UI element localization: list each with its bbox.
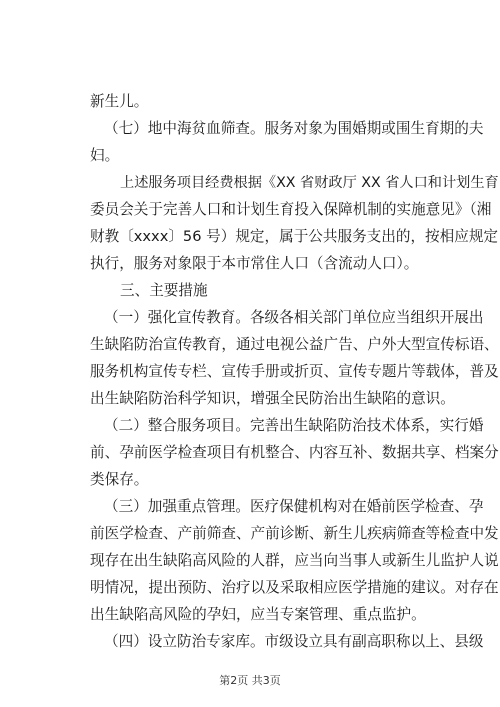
text-line-13: （二）整合服务项目。完善出生缺陷防治技术体系，实行婚: [104, 417, 484, 434]
text-line-15: 类保存。: [90, 471, 149, 488]
text-line-3: 妇。: [90, 147, 120, 164]
text-line-16: （三）加强重点管理。医疗保健机构对在婚前医学检查、孕: [104, 498, 484, 515]
text-line-9: （一）强化宣传教育。各级各相关部门单位应当组织开展出: [104, 309, 484, 326]
text-line-6: 财教〔xxxx〕56 号）规定，属于公共服务支出的，按相应规定: [90, 228, 499, 245]
text-line-11: 服务机构宣传专栏、宣传手册或折页、宣传专题片等载体，普及: [90, 363, 499, 380]
text-line-17: 前医学检查、产前筛查、产前诊断、新生儿疾病筛查等检查中发: [90, 525, 499, 542]
page-footer: 第2页 共3页: [219, 674, 281, 687]
text-line-20: 出生缺陷高风险的孕妇，应当专案管理、重点监护。: [90, 606, 426, 623]
text-line-1: 新生儿。: [90, 93, 149, 110]
text-line-5: 委员会关于完善人口和计划生育投入保障机制的实施意见》（湘: [90, 201, 492, 218]
text-line-19: 明情况，提出预防、治疗以及采取相应医学措施的建议。对存在: [90, 579, 499, 596]
text-line-21: （四）设立防治专家库。市级设立具有副高职称以上、县级: [104, 633, 484, 650]
text-line-14: 前、孕前医学检查项目有机整合、内容互补、数据共享、档案分: [90, 444, 499, 461]
text-line-7: 执行，服务对象限于本市常住人口（含流动人口）。: [90, 255, 419, 272]
text-line-18: 现存在出生缺陷高风险的人群，应当向当事人或新生儿监护人说: [90, 552, 499, 569]
section-heading: 三、主要措施: [120, 282, 208, 299]
text-line-2: （七）地中海贫血筛查。服务对象为围婚期或围生育期的夫: [104, 120, 484, 137]
text-line-12: 出生缺陷防治科学知识，增强全民防治出生缺陷的意识。: [90, 390, 455, 407]
text-line-4: 上述服务项目经费根据《XX 省财政厅 XX 省人口和计划生育: [120, 175, 499, 191]
text-line-10: 生缺陷防治宣传教育，通过电视公益广告、户外大型宣传标语、: [90, 336, 499, 353]
